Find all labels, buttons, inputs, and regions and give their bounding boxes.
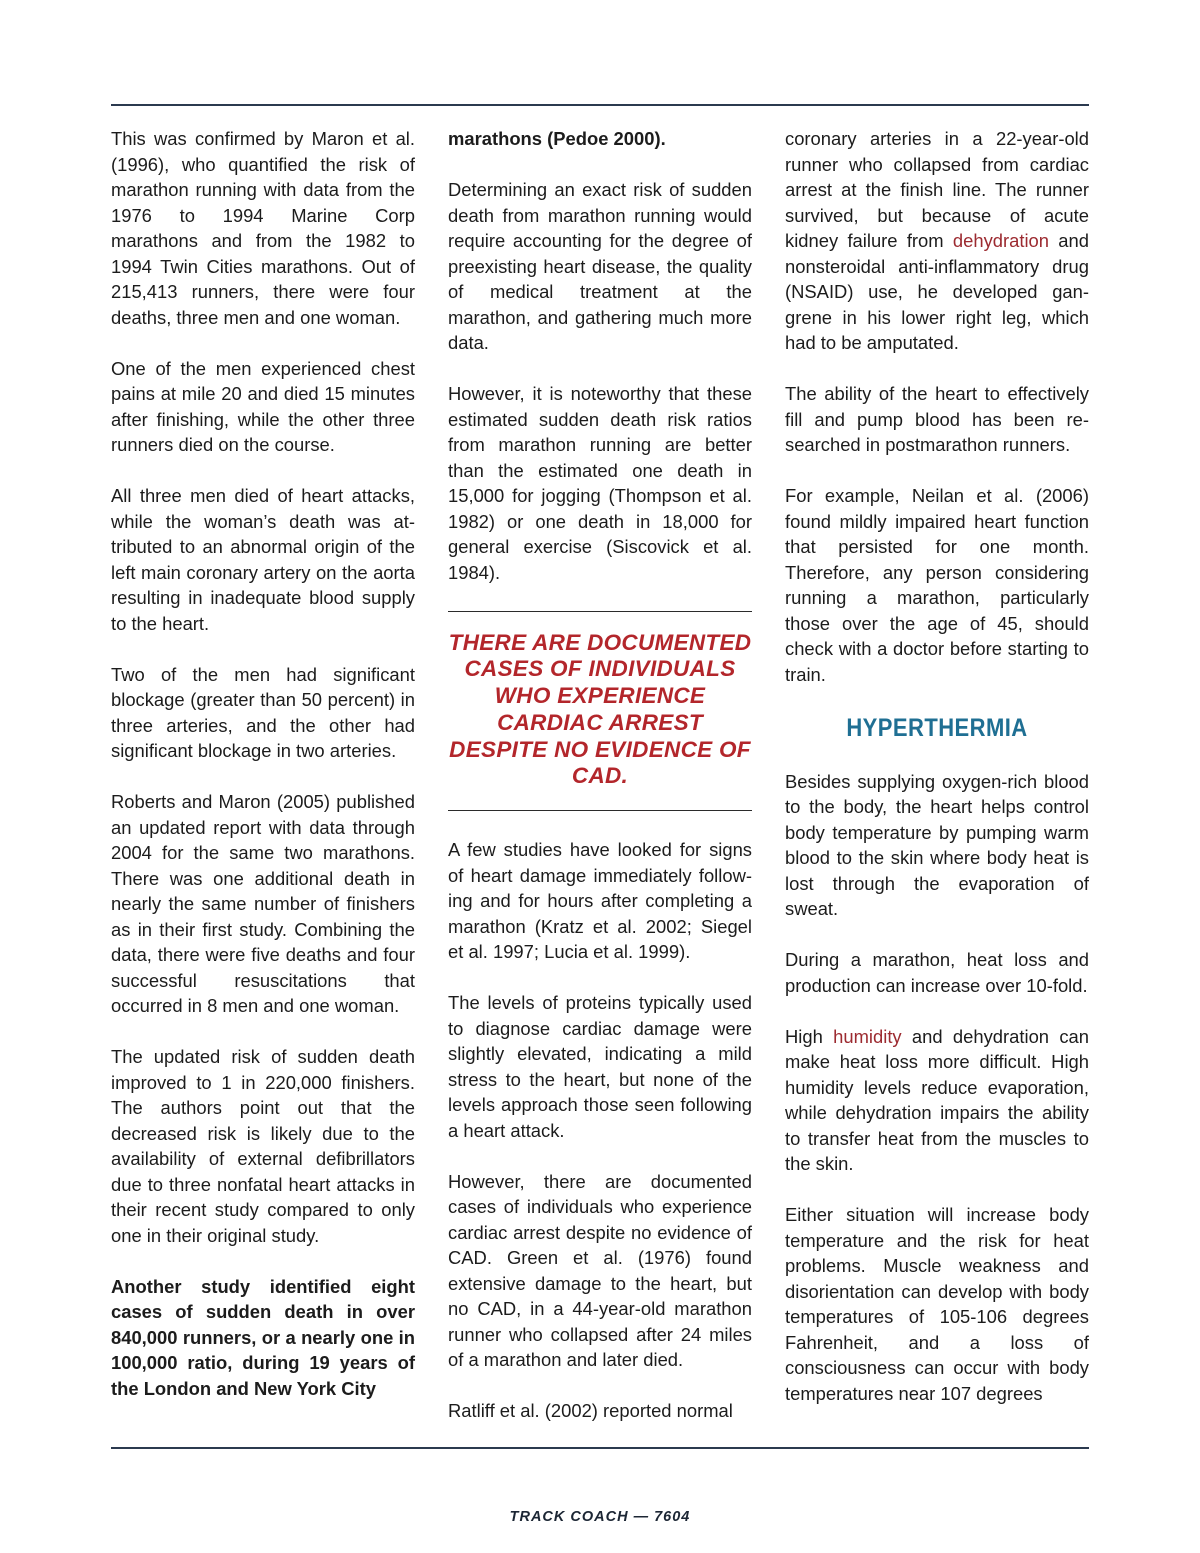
section-heading: HYPERTHERMIA [846,713,1028,742]
column-2 [448,126,752,1449]
paragraph: The updated risk of sudden death improved to 1 in 220,000 finishers. The authors point out that the decreased risk is likely due to the availability of external defibrillators due to three nonfatal heart attacks in their recent study compared to only one in their original study. [111,1046,415,1246]
paragraph: During a marathon, heat loss and production can increase over 10-fold. [785,949,1089,996]
paragraph: Either situation will increase body temperature and the risk for heat problems. Muscle weakness and disorientation can develop with body temperatures of 105-106 degrees Fahrenheit, and a loss of consciousness can occur with body temperatures near 107 degrees [785,1204,1089,1404]
bold-paragraph: Another study identified eight cases of sudden death in over 840,000 runners, or a nearly one in 100,000 ratio, during 19 years of the London and New York City [111,1275,415,1399]
bottom-rule [111,1447,1089,1449]
dehydration-link[interactable]: dehydration [952,230,1050,251]
paragraph: However, there are documented cases of individuals who experience cardiac arrest despite no evidence of CAD. Green et al. (1976) found extensive damage to the heart, but no CAD, in a 44-year-old marathon runner who collapsed after 24 miles of a marathon and later died. [448,1170,752,1371]
paragraph: The levels of proteins typically used to diagnose cardiac damage were slightly elevated, indicating a mild stress to the heart, but none of the levels approach those seen following a heart attack. [448,992,752,1141]
paragraph: The ability of the heart to effectively fill and pump blood has been researched in postmarathon runners. [785,383,1089,455]
pull-quote-text: THERE ARE DOCUMENTED CASES OF INDIVIDUALS WHO EXPERIENCE CARDIAC ARREST DESPITE NO EVIDENCE OF CAD. [448,629,752,789]
text-run: and dehydration can make heat loss more difficult. High humidity levels reduce evaporation, while dehydration impairs the ability to transfer heat from the muscles to the skin. [785,1025,1089,1174]
paragraph: However, it is noteworthy that these estimated sudden death risk ratios from marathon running are better than the estimated one death in 15,000 for jogging (Thompson et al. 1982) or one death in 18,000 for general exercise (Siscovick et al. 1984). [448,383,752,583]
paragraph [785,1024,1089,1177]
page-footer: TRACK COACH — 7604 [509,1509,691,1525]
humidity-link[interactable]: humidity [833,1025,902,1047]
column-1 [111,126,415,1427]
paragraph: Besides supplying oxygen-rich blood to the body, the heart helps control body temperature by pumping warm blood to the skin where body heat is lost through the evaporation of sweat. [785,770,1089,919]
paragraph: Ratliff et al. (2002) reported normal [448,1400,733,1422]
bold-paragraph: marathons (Pedoe 2000). [448,128,666,149]
paragraph: Two of the men had significant blockage (greater than 50 percent) in three arteries, and the other had significant blockage in two arteries. [111,663,415,761]
paragraph: All three men died of heart attacks, while the woman’s death was attributed to an abnormal origin of the left main coronary artery on the aorta resulting in inadequate blood supply to the heart. [111,485,415,634]
paragraph: A few studies have looked for signs of heart damage immediately following and for hours after completing a marathon (Kratz et al. 2002; Siegel et al. 1997; Lucia et al. 1999). [448,839,752,963]
text-run: and nonsteroidal anti-inflammatory drug (NSAID) use, he developed gangrene in his lower right leg, which had to be amputated. [785,230,1089,353]
pull-quote-bottom-rule [448,810,752,811]
paragraph: For example, Neilan et al. (2006) found mildly impaired heart function that persisted for one month. Therefore, any person considering running a marathon, particularly those over the age of 45, should check with a doctor before starting to train. [785,485,1089,685]
paragraph: One of the men experienced chest pains at mile 20 and died 15 minutes after finishing, while the other three runners died on the course. [111,357,415,455]
text-run: coronary arteries in a 22-year-old runner who collapsed from cardiac arrest at the finish line. The runner survived, but because of acute kidney failure from [785,128,1089,251]
text-run: High [785,1025,834,1047]
pull-quote [448,611,752,812]
paragraph: This was confirmed by Maron et al. (1996), who quantified the risk of marathon running with data from the 1976 to 1994 Marine Corp marathons and from the 1982 to 1994 Twin Cities marathons. Out of 215,413 runners, there were four deaths, three men and one woman. [111,128,415,328]
column-3 [785,126,1089,1432]
paragraph: Determining an exact risk of sudden death from marathon running would require accounting for the degree of preexisting heart disease, the quality of medical treatment at the marathon, and gathering much more data. [448,179,752,353]
paragraph [785,126,1089,356]
top-rule [111,104,1089,106]
paragraph: Roberts and Maron (2005) published an updated report with data through 2004 for the same two marathons. There was one additional death in nearly the same number of finishers as in their first study. Combining the data, there were five deaths and four successful resuscitations that occurred in 8 men and one woman. [111,791,415,1016]
